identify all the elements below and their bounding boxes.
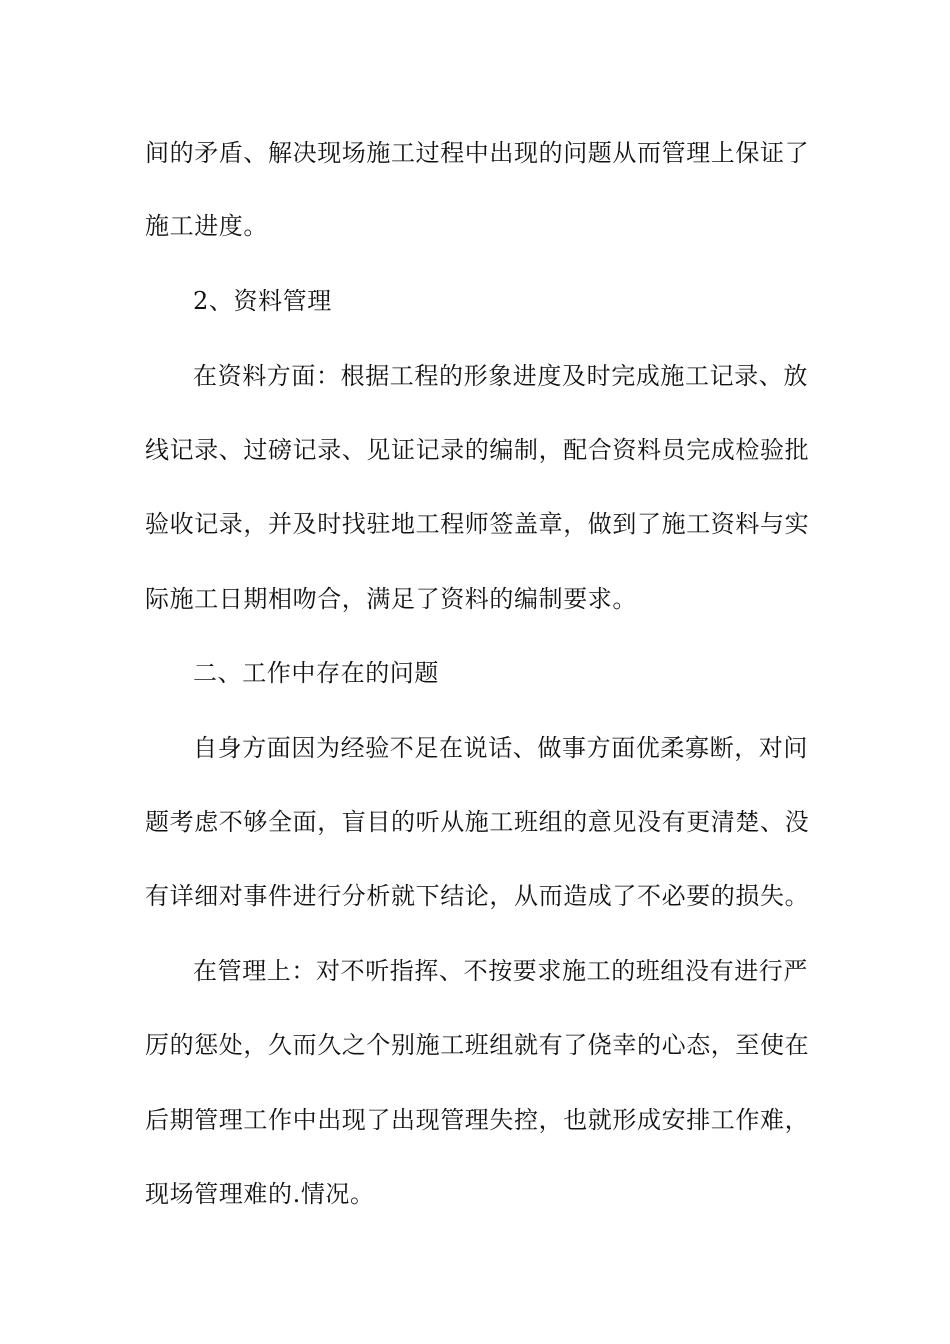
section-heading: 2、资料管理	[193, 287, 332, 315]
paragraph-line: 有详细对事件进行分析就下结论，从而造成了不必要的损失。	[145, 882, 810, 910]
paragraph-line: 厉的惩处，久而久之个别施工班组就有了侥幸的心态，至使在	[145, 1031, 810, 1059]
paragraph-line: 施工进度。	[145, 212, 268, 240]
paragraph-line: 自身方面因为经验不足在说话、做事方面优柔寡断，对问	[193, 734, 808, 762]
paragraph-line: 现场管理难的.情况。	[145, 1180, 375, 1208]
paragraph-line: 际施工日期相吻合，满足了资料的编制要求。	[145, 585, 637, 613]
paragraph-line: 在管理上：对不听指挥、不按要求施工的班组没有进行严	[193, 957, 808, 985]
paragraph-line: 线记录、过磅记录、见证记录的编制，配合资料员完成检验批	[145, 436, 810, 464]
paragraph-line: 验收记录，并及时找驻地工程师签盖章，做到了施工资料与实	[145, 510, 810, 538]
section-heading: 二、工作中存在的问题	[193, 659, 439, 687]
paragraph-line: 后期管理工作中出现了出现管理失控，也就形成安排工作难，	[145, 1106, 810, 1134]
paragraph-line: 间的矛盾、解决现场施工过程中出现的问题从而管理上保证了	[145, 139, 810, 167]
paragraph-line: 在资料方面：根据工程的形象进度及时完成施工记录、放	[193, 362, 808, 390]
paragraph-line: 题考虑不够全面，盲目的听从施工班组的意见没有更清楚、没	[145, 808, 810, 836]
